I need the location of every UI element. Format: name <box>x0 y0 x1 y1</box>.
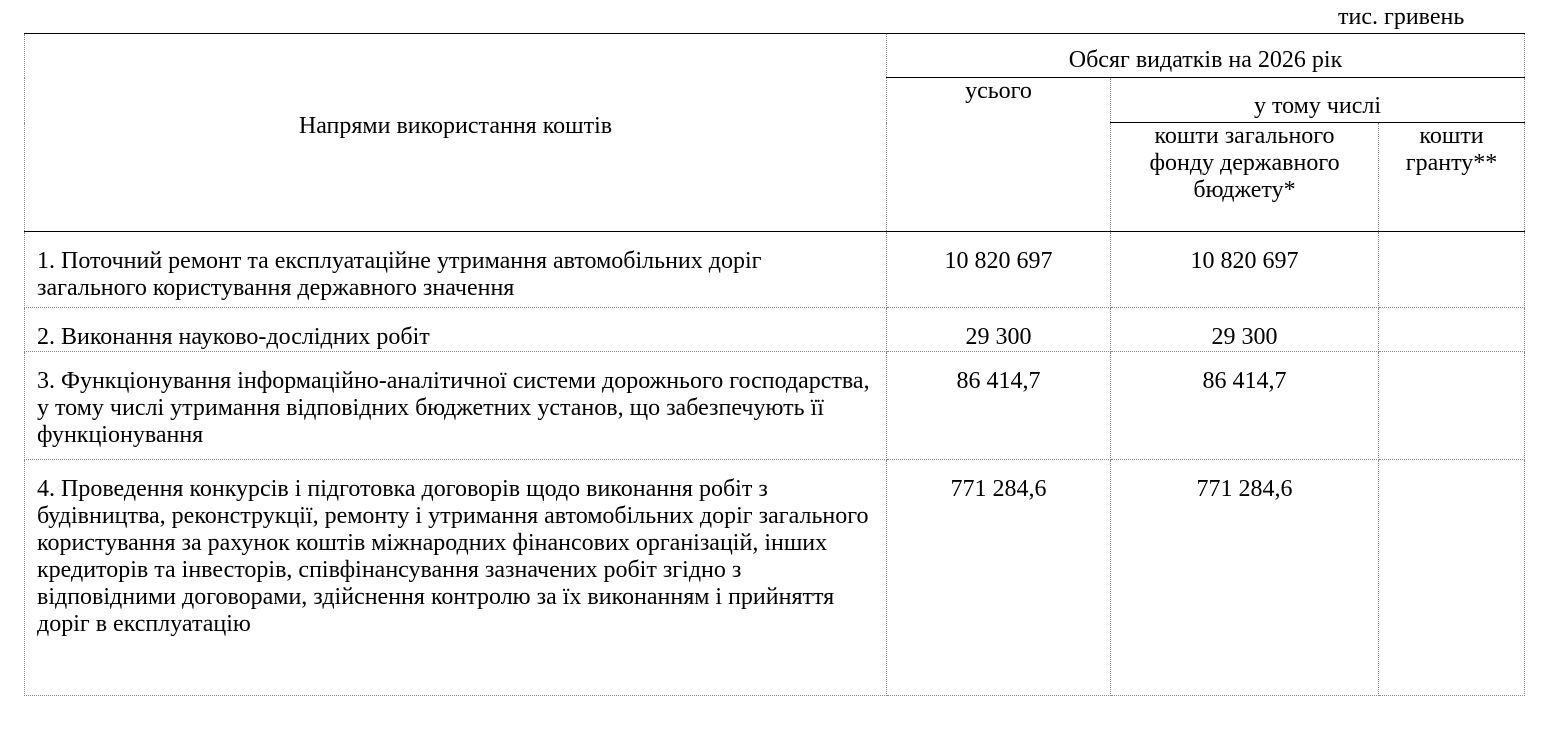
row-direction: 3. Функціонування інформаційно-аналітичної системи дорожнього господарства, у тому числі утримання відповідних бюджетних установ, що забезпечують її функціонування <box>25 352 887 460</box>
row-total: 29 300 <box>887 308 1111 352</box>
expenditure-table <box>24 33 1525 696</box>
row-grant <box>1379 232 1525 308</box>
row-grant <box>1379 352 1525 460</box>
table-row <box>25 460 1525 696</box>
header-row-1 <box>25 34 1525 78</box>
header-volume: Обсяг видатків на 2026 рік <box>887 34 1525 78</box>
row-total: 771 284,6 <box>887 460 1111 696</box>
header-grant: кошти гранту** <box>1379 123 1525 232</box>
table-row <box>25 308 1525 352</box>
row-general-fund: 10 820 697 <box>1111 232 1379 308</box>
row-direction: 1. Поточний ремонт та експлуатаційне утримання автомобільних доріг загального користування державного значення <box>25 232 887 308</box>
row-direction: 2. Виконання науково-дослідних робіт <box>25 308 887 352</box>
row-general-fund: 771 284,6 <box>1111 460 1379 696</box>
row-general-fund: 29 300 <box>1111 308 1379 352</box>
row-total: 86 414,7 <box>887 352 1111 460</box>
header-general-fund: кошти загального фонду державного бюджету* <box>1111 123 1379 232</box>
units-label: тис. гривень <box>1338 4 1465 30</box>
table-row <box>25 352 1525 460</box>
table-row <box>25 232 1525 308</box>
row-direction: 4. Проведення конкурсів і підготовка договорів щодо виконання робіт з будівництва, реконструкції, ремонту і утримання автомобільних доріг загального користування за рахунок коштів міжнародних фінансових організацій, інших кредиторів та інвесторів, співфінансування зазначених робіт згідно з відповідними договорами, здійснення контролю за їх виконанням і прийняття доріг в експлуатацію <box>25 460 887 696</box>
row-grant <box>1379 460 1525 696</box>
row-grant <box>1379 308 1525 352</box>
header-directions: Напрями використання коштів <box>25 34 887 232</box>
header-total: усього <box>887 78 1111 232</box>
header-including: у тому числі <box>1111 78 1525 123</box>
row-total: 10 820 697 <box>887 232 1111 308</box>
row-general-fund: 86 414,7 <box>1111 352 1379 460</box>
